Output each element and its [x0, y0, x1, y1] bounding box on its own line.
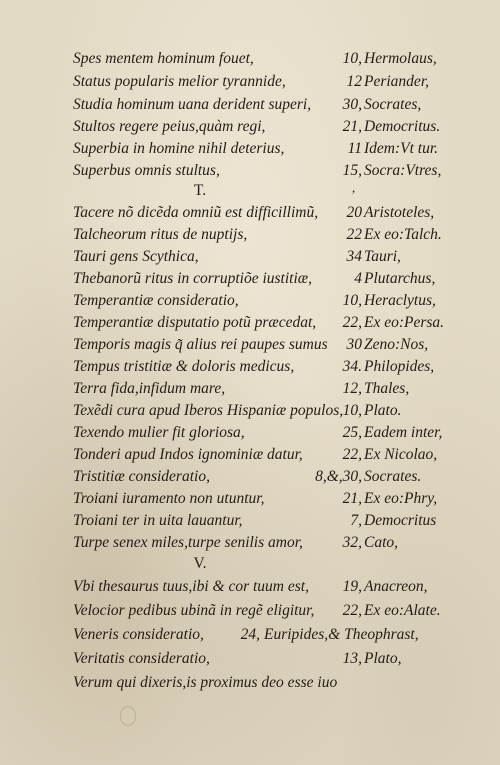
entry-author: Ex eo:Phry, — [364, 490, 438, 507]
entry-author: Plutarchus, — [364, 270, 436, 287]
entry-number: 10, — [342, 292, 362, 309]
entry-author: Ex Nicolao, — [364, 446, 438, 463]
entry-author: Euripides,& Theophrast, — [264, 626, 419, 643]
entry-number: 15, — [342, 162, 362, 179]
entry-author: Socrates, — [364, 96, 422, 113]
entry-number: 19, — [342, 578, 362, 595]
entry-text: Texẽdi cura apud Iberos Hispaniæ populos, — [73, 402, 344, 419]
entry-text: Texendo mulier fit gloriosa, — [73, 424, 245, 441]
entry-number: 22, — [342, 446, 362, 463]
index-entry — [0, 378, 500, 399]
index-entry — [0, 600, 500, 621]
index-entry — [0, 400, 500, 421]
entry-text: Verum qui dixeris,is proximus deo esse iuo — [73, 674, 338, 691]
entry-number: 10, — [342, 402, 362, 419]
index-entry — [0, 488, 500, 509]
entry-number: 12 — [346, 73, 362, 90]
index-entry — [0, 672, 500, 693]
entry-number: 7, — [350, 512, 362, 529]
index-entry — [0, 624, 500, 645]
catchmark: , — [352, 180, 356, 195]
entry-text: Superbia in homine nihil deterius, — [73, 140, 285, 157]
entry-author: Democritus — [364, 512, 437, 529]
entry-number: 24, — [240, 626, 260, 643]
entry-author: Thales, — [364, 380, 410, 397]
entry-author: Aristoteles, — [364, 204, 435, 221]
entry-text: Veneris consideratio, — [73, 626, 204, 643]
entry-text: Turpe senex miles,turpe senilis amor, — [73, 534, 303, 551]
entry-author: Heraclytus, — [364, 292, 436, 309]
entry-number: 22 — [346, 226, 362, 243]
entry-number: 11 — [347, 140, 362, 157]
entry-text: Status popularis melior tyrannide, — [73, 73, 286, 90]
index-entry — [0, 444, 500, 465]
entry-number: 32, — [342, 534, 362, 551]
entry-text: Vbi thesaurus tuus,ibi & cor tuum est, — [73, 578, 309, 595]
entry-author: Tauri, — [364, 248, 401, 265]
index-entry — [0, 312, 500, 333]
entry-number: 25, — [342, 424, 362, 441]
index-entry — [0, 576, 500, 597]
entry-author: Ex eo:Alate. — [364, 602, 441, 619]
index-entry — [0, 138, 500, 159]
index-entry — [0, 202, 500, 223]
index-entry — [0, 48, 500, 69]
entry-author: Anacreon, — [364, 578, 428, 595]
entry-number: 13, — [342, 650, 362, 667]
entry-text: Tauri gens Scythica, — [73, 248, 199, 265]
entry-author: Plato, — [364, 650, 402, 667]
entry-author: Cato, — [364, 534, 399, 551]
entry-text: Tristitiæ consideratio, — [73, 468, 210, 485]
entry-author: Eadem inter, — [364, 424, 443, 441]
entry-text: Terra fida,infidum mare, — [73, 380, 226, 397]
index-entry — [0, 224, 500, 245]
entry-text: Troiani iuramento non utuntur, — [73, 490, 265, 507]
index-entry — [0, 532, 500, 553]
entry-number: 4 — [354, 270, 362, 287]
entry-number: 22, — [342, 602, 362, 619]
entry-author: Zeno:Nos, — [364, 336, 429, 353]
entry-number: 20 — [346, 204, 362, 221]
entry-text: Temperantiæ disputatio potũ præcedat, — [73, 314, 317, 331]
entry-text: Temporis magis q̃ alius rei paupes sumus — [73, 336, 328, 353]
entry-author: Socrates. — [364, 468, 422, 485]
entry-author: Philopides, — [364, 358, 435, 375]
index-entry — [0, 510, 500, 531]
entry-number: 8,&,30, — [315, 468, 362, 485]
index-entry — [0, 648, 500, 669]
entry-text: Talcheorum ritus de nuptijs, — [73, 226, 248, 243]
entry-number: 10, — [342, 50, 362, 67]
section-heading-t: T. — [193, 182, 207, 199]
entry-author: Idem:Vt tur. — [364, 140, 439, 157]
index-entry — [0, 160, 500, 181]
entry-number: 34 — [346, 248, 362, 265]
index-entry — [0, 422, 500, 443]
entry-text: Tacere nõ dicẽda omniũ est difficillimũ, — [73, 204, 319, 221]
entry-text: Studia hominum uana derident superi, — [73, 96, 312, 113]
entry-text: Veritatis consideratio, — [73, 650, 210, 667]
entry-text: Troiani ter in uita lauantur, — [73, 512, 243, 529]
entry-author: Ex eo:Talch. — [364, 226, 442, 243]
entry-text: Temperantiæ consideratio, — [73, 292, 239, 309]
entry-text: Stultos regere peius,quàm regi, — [73, 118, 266, 135]
index-entry — [0, 246, 500, 267]
entry-author: Democritus. — [364, 118, 441, 135]
entry-author: Periander, — [364, 73, 430, 90]
entry-text: Spes mentem hominum fouet, — [73, 50, 254, 67]
entry-author: Hermolaus, — [364, 50, 437, 67]
entry-text: Thebanorũ ritus in corruptiõe iustitiæ, — [73, 270, 312, 287]
entry-text: Tonderi apud Indos ignominiæ datur, — [73, 446, 303, 463]
paper-stain — [120, 706, 136, 726]
entry-author: Socra:Vtres, — [364, 162, 442, 179]
index-entry — [0, 356, 500, 377]
entry-author: Ex eo:Persa. — [364, 314, 445, 331]
index-entry — [0, 268, 500, 289]
entry-number: 34. — [342, 358, 362, 375]
index-entry — [0, 290, 500, 311]
entry-number: 21, — [342, 118, 362, 135]
index-entry — [0, 71, 500, 92]
entry-number: 22, — [342, 314, 362, 331]
entry-text: Superbus omnis stultus, — [73, 162, 220, 179]
entry-number: 30, — [342, 96, 362, 113]
entry-author: Plato. — [364, 402, 402, 419]
entry-number: 30 — [346, 336, 362, 353]
index-entry — [0, 466, 500, 487]
entry-text: Tempus tristitiæ & doloris medicus, — [73, 358, 295, 375]
entry-text: Velocior pedibus ubinã in regẽ eligitur, — [73, 602, 315, 619]
index-entry — [0, 94, 500, 115]
entry-number: 12, — [342, 380, 362, 397]
index-entry — [0, 116, 500, 137]
entry-number: 21, — [342, 490, 362, 507]
index-entry — [0, 334, 500, 355]
section-heading-v: V. — [193, 555, 207, 572]
